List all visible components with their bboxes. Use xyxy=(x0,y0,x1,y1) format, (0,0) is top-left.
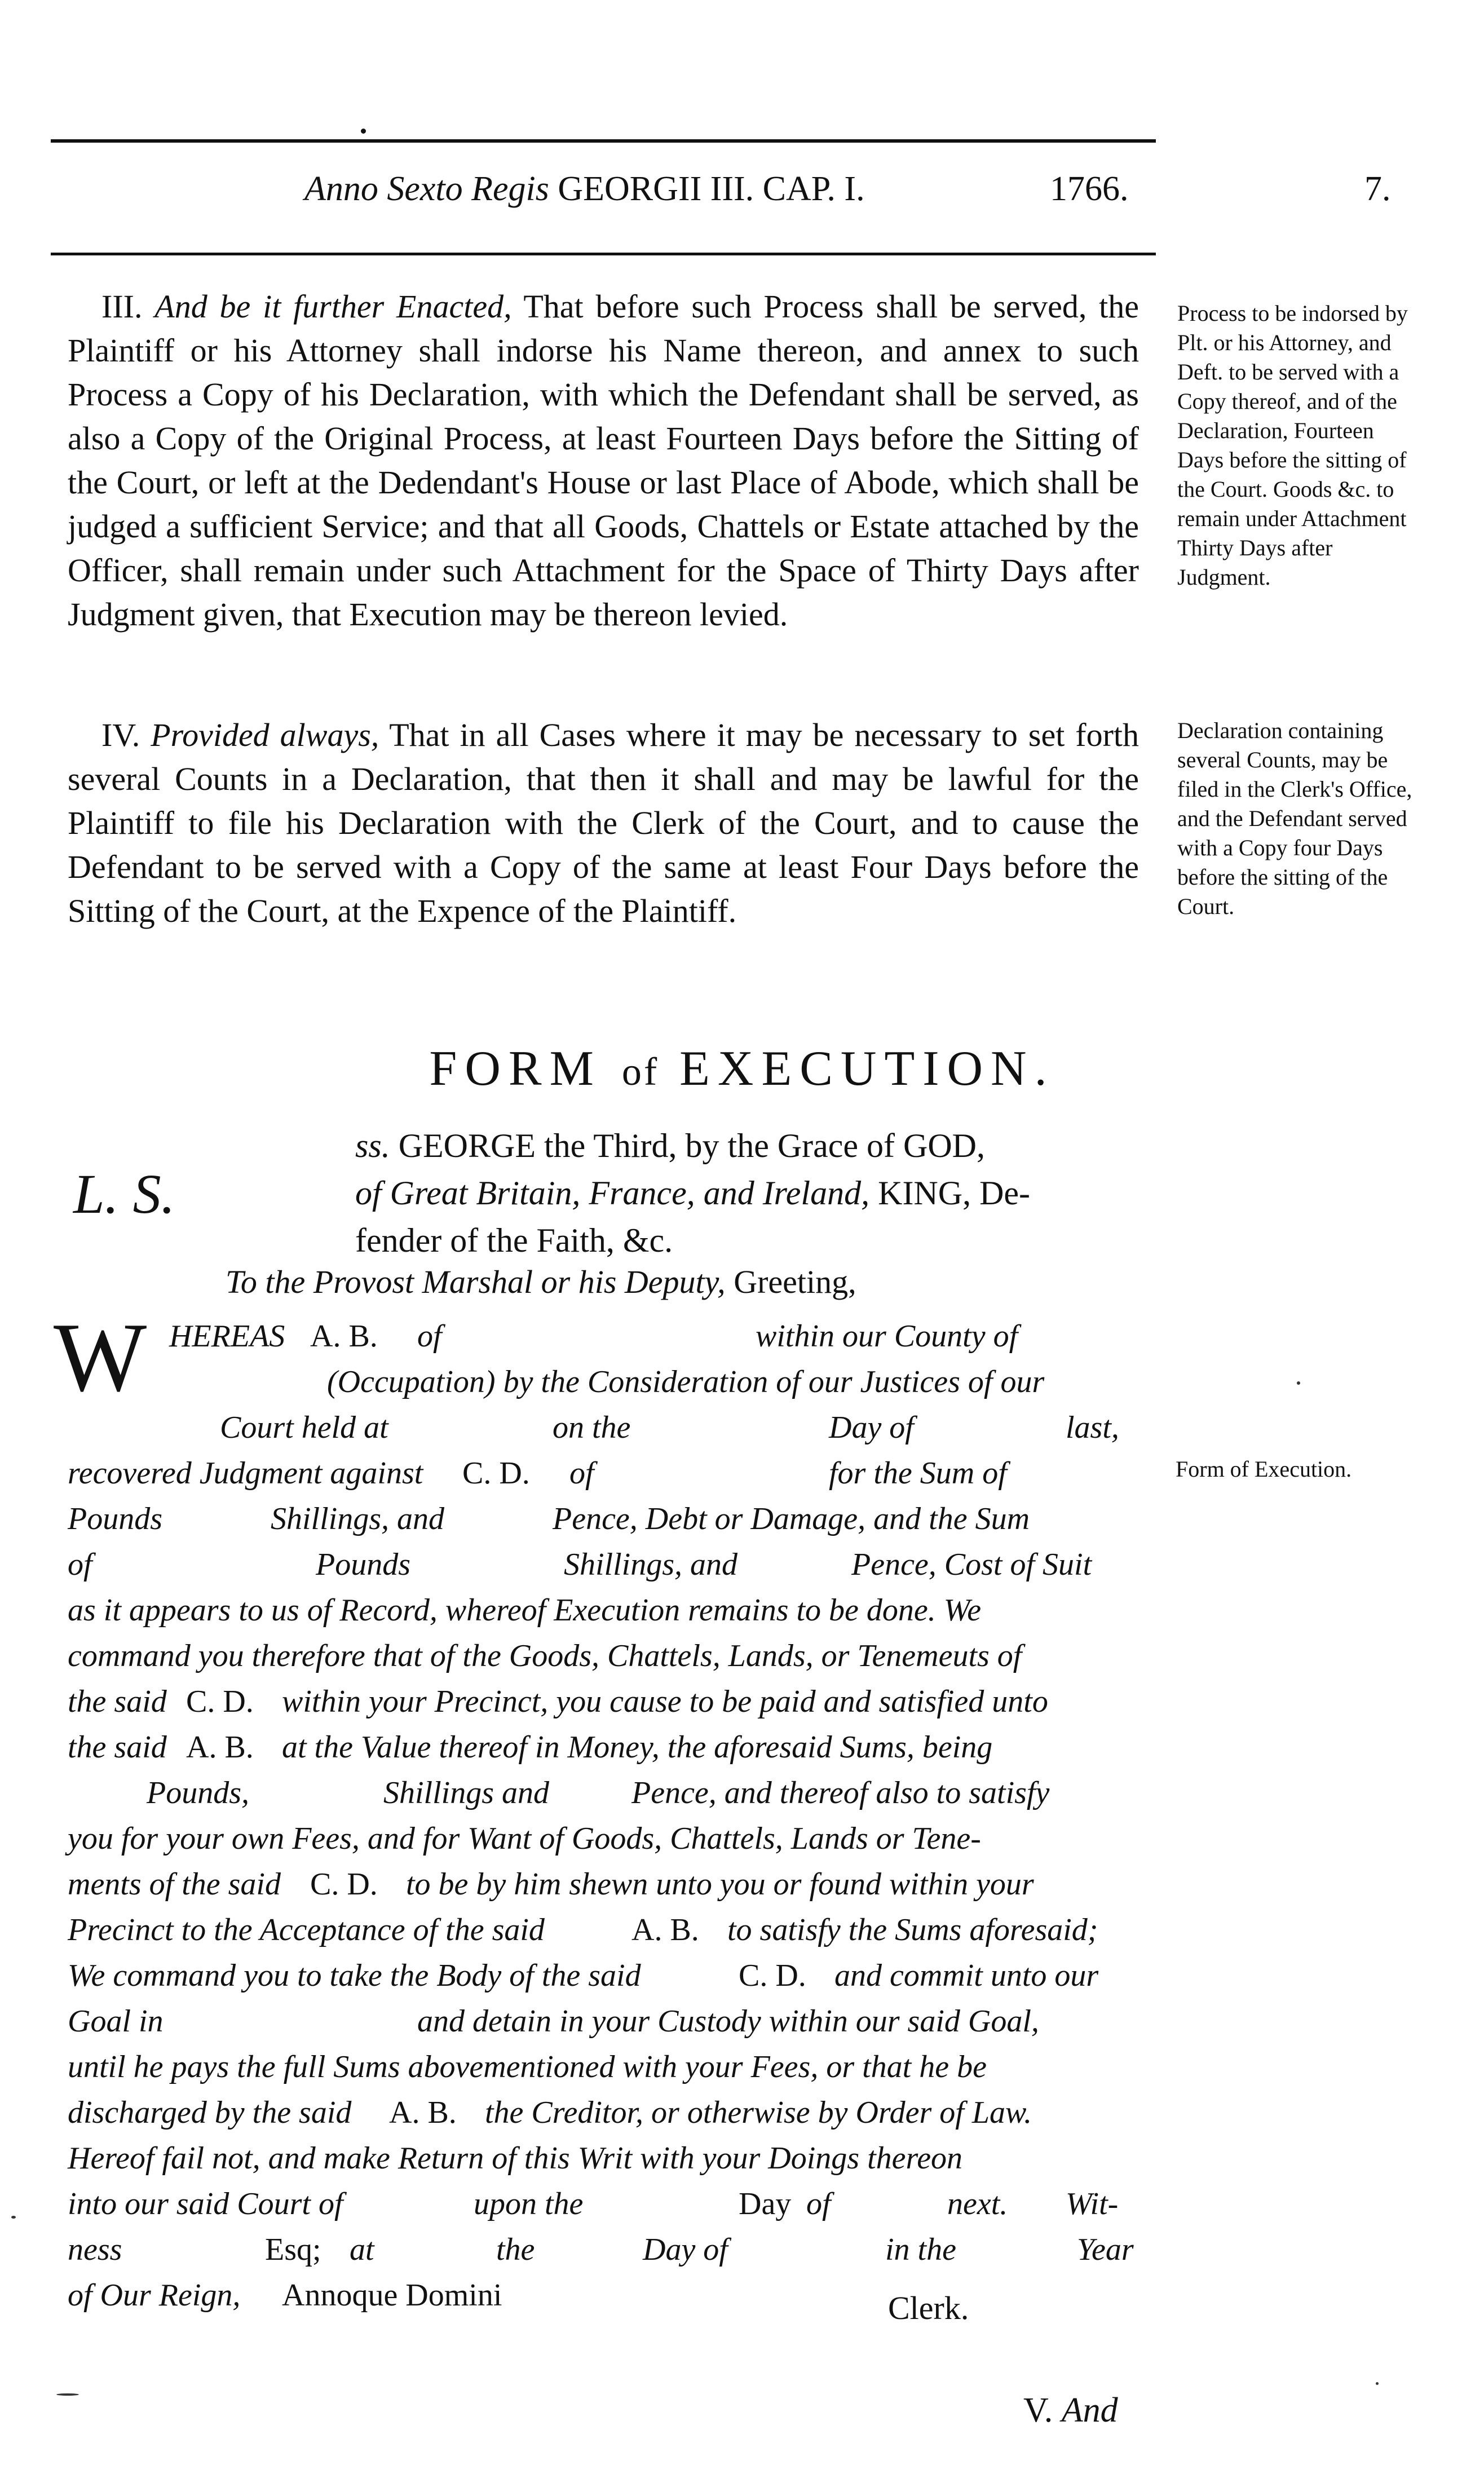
writ-text: A. B. xyxy=(631,1912,699,1947)
writ-line xyxy=(68,1451,1139,1496)
header-rule xyxy=(51,253,1156,255)
writ-line xyxy=(68,1862,1139,1907)
writ-text: at the Value thereof in Money, the aforesaid Sums, being xyxy=(282,1730,993,1765)
section-iii xyxy=(68,285,1139,637)
print-speck xyxy=(11,2216,16,2219)
writ-text: and detain in your Custody within our said Goal, xyxy=(417,2004,1039,2039)
form-heading xyxy=(0,1040,1484,1097)
form-heading-right: EXECUTION. xyxy=(679,1041,1055,1096)
section-iv-text: That in all Cases where it may be necessary to set forth several Counts in a Declaration, that then it shall and may be lawful for the Plaintiff to file his Declaration with the Clerk of the Court, and to cause the Defendant to be served with a Copy of the same at least Four Days before the Sitting of the Court, at the Expence of the Plaintiff. xyxy=(68,717,1140,929)
writ-text: Shillings, and xyxy=(564,1547,738,1582)
writ-line xyxy=(68,1359,1139,1405)
writ-line xyxy=(68,1542,1139,1588)
writ-text: ments of the said xyxy=(68,1867,281,1902)
seal-locus-sigilli: L. S. xyxy=(73,1163,175,1225)
writ-text: Pence, Debt or Damage, and the Sum xyxy=(553,1501,1030,1536)
writ-line xyxy=(68,1633,1139,1679)
writ-text: (Occupation) by the Consideration of our Justices of our xyxy=(327,1364,1045,1399)
writ-text: the Creditor, or otherwise by Order of Law. xyxy=(485,2095,1032,2130)
running-head-cap: CAP. xyxy=(762,170,836,208)
print-speck xyxy=(56,2393,79,2396)
writ-text: recovered Judgment against xyxy=(68,1456,423,1491)
section-iv-paragraph xyxy=(68,713,1139,933)
royal-style-line-2 xyxy=(355,1169,1139,1217)
greeting-word: Greeting, xyxy=(734,1264,856,1300)
writ-line xyxy=(68,2090,1139,2136)
writ-line xyxy=(68,2136,1139,2181)
writ-text: A. B. xyxy=(389,2095,457,2130)
writ-text: Day xyxy=(739,2186,792,2221)
writ-text: on the xyxy=(553,1410,631,1445)
writ-line xyxy=(68,2227,1139,2273)
writ-text: C. D. xyxy=(462,1456,530,1491)
running-header xyxy=(0,169,1484,220)
writ-line xyxy=(68,1679,1139,1725)
writ-text: you for your own Fees, and for Want of Goods, Chattels, Lands or Tene- xyxy=(68,1821,981,1856)
writ-line xyxy=(68,1999,1139,2044)
section-iv-number: IV. xyxy=(101,717,140,753)
writ-text: of xyxy=(806,2186,831,2221)
royal-style-line-3: fender of the Faith, &c. xyxy=(355,1222,673,1259)
writ-text: ness xyxy=(68,2232,122,2267)
writ-line xyxy=(68,1725,1139,1770)
greeting-addressee: To the Provost Marshal or his Deputy, xyxy=(226,1264,726,1300)
writ-text: Day of xyxy=(643,2232,728,2267)
writ-line xyxy=(68,1953,1139,1999)
writ-text: the said xyxy=(68,1730,167,1765)
writ-text: of xyxy=(417,1319,442,1354)
writ-line xyxy=(68,2181,1139,2227)
writ-line xyxy=(68,1405,1139,1451)
royal-style-ss: ss. xyxy=(355,1127,390,1164)
writ-text: and commit unto our xyxy=(834,1958,1099,1993)
writ-text: for the Sum of xyxy=(829,1456,1007,1491)
writ-text: command you therefore that of the Goods, Chattels, Lands, or Tenemeuts of xyxy=(68,1638,1022,1673)
writ-body xyxy=(68,1314,1139,2318)
writ-text: Wit- xyxy=(1066,2186,1119,2221)
writ-text: Shillings, and xyxy=(271,1501,445,1536)
writ-greeting xyxy=(226,1263,1128,1301)
writ-text: We command you to take the Body of the said xyxy=(68,1958,641,1993)
writ-text: Pounds xyxy=(68,1501,162,1536)
running-head-prefix: Anno Sexto Regis xyxy=(304,170,549,208)
writ-text: C. D. xyxy=(310,1867,378,1902)
writ-text: within our County of xyxy=(756,1319,1018,1354)
print-speck xyxy=(1376,2382,1379,2385)
writ-text: Day of xyxy=(829,1410,914,1445)
writ-text: of xyxy=(569,1456,594,1491)
section-iv-lead: Provided always, xyxy=(151,717,379,753)
writ-text: C. D. xyxy=(739,1958,806,1993)
margin-note-iv: Declaration containing several Counts, may be filed in the Clerk's Office, and the Defendant served with a Copy four Days before the sitting of the Court. xyxy=(1177,718,1412,919)
writ-text: Shillings and xyxy=(383,1775,550,1810)
writ-text: Court held at xyxy=(220,1410,388,1445)
writ-text: Hereof fail not, and make Return of this Writ with your Doings thereon xyxy=(68,2141,963,2176)
writ-line xyxy=(68,1588,1139,1633)
royal-style-de: De- xyxy=(979,1174,1031,1212)
writ-text: Pounds, xyxy=(147,1775,249,1810)
writ-line xyxy=(68,1314,1139,1359)
writ-text: in the xyxy=(885,2232,956,2267)
writ-text: the xyxy=(496,2232,535,2267)
running-head xyxy=(304,169,865,209)
writ-text: discharged by the said xyxy=(68,2095,352,2130)
margin-note-iii: Process to be indorsed by Plt. or his Attorney, and Deft. to be served with a Copy thereof, and of the Declaration, Fourteen Days before the sitting of the Court. Goods &c. to remain under Attachment Thirty Days after Judgment. xyxy=(1177,301,1408,590)
writ-text: of xyxy=(68,1547,92,1582)
section-iv xyxy=(68,713,1139,933)
writ-text: upon the xyxy=(474,2186,584,2221)
print-speck xyxy=(1297,1381,1300,1385)
royal-style-name: GEORGE the Third, by the Grace of GOD, xyxy=(398,1127,986,1164)
writ-line xyxy=(68,1816,1139,1862)
writ-text: to be by him shewn unto you or found within your xyxy=(406,1867,1034,1902)
catchword-numeral: V. xyxy=(1023,2391,1053,2429)
margin-note-form: Form of Execution. xyxy=(1176,1456,1352,1482)
section-iii-lead: And be it further Enacted, xyxy=(154,288,512,325)
section-iii-paragraph xyxy=(68,285,1139,637)
writ-line xyxy=(68,1907,1139,1953)
royal-style-line-1 xyxy=(355,1122,1139,1169)
top-rule xyxy=(51,139,1156,143)
writ-text: A. B. xyxy=(310,1319,378,1354)
form-heading-of: of xyxy=(621,1050,660,1094)
clerk-signature: Clerk. xyxy=(888,2290,969,2326)
writ-text: last, xyxy=(1066,1410,1119,1445)
writ-text: Annoque Domini xyxy=(282,2278,502,2313)
writ-text: Pence, Cost of Suit xyxy=(851,1547,1092,1582)
catchword xyxy=(1023,2391,1118,2431)
catchword-word: And xyxy=(1061,2391,1118,2429)
page-number: 7. xyxy=(1364,170,1391,208)
royal-style xyxy=(355,1122,1139,1264)
section-iii-text: That before such Process shall be served, the Plaintiff or his Attorney shall indorse his Name thereon, and annex to such Process a Copy of his Declaration, with which the Defendant shall be served, as also a Copy of the Original Process, at least Fourteen Days before the Sitting of the Court, or left at the Dedendant's House or last Place of Abode, which shall be judged a sufficient Service; and that all Goods, Chattels or Estate attached by the Officer, shall remain under such Attachment for the Space of Thirty Days after Judgment given, that Execution may be thereon levied. xyxy=(68,288,1140,633)
running-head-chapter: I. xyxy=(844,170,865,208)
writ-text: as it appears to us of Record, whereof Execution remains to be done. We xyxy=(68,1593,982,1628)
writ-line xyxy=(68,1496,1139,1542)
writ-text: A. B. xyxy=(186,1730,254,1765)
ornament-dot xyxy=(361,129,366,134)
writ-text: Pounds xyxy=(316,1547,410,1582)
royal-style-places: of Great Britain, France, and Ireland, xyxy=(355,1174,870,1212)
writ-text: Esq; xyxy=(265,2232,321,2267)
form-heading-left: FORM xyxy=(429,1041,602,1096)
running-head-king: GEORGII III. xyxy=(558,170,754,208)
writ-text: into our said Court of xyxy=(68,2186,343,2221)
writ-text: next. xyxy=(947,2186,1008,2221)
drop-cap: W xyxy=(54,1302,147,1412)
writ-text: HEREAS xyxy=(169,1319,285,1354)
writ-text: C. D. xyxy=(186,1684,254,1719)
writ-text: to satisfy the Sums aforesaid; xyxy=(727,1912,1098,1947)
writ-line xyxy=(68,1770,1139,1816)
writ-text: Goal in xyxy=(68,2004,164,2039)
writ-line xyxy=(68,2044,1139,2090)
header-year: 1766. xyxy=(1050,170,1129,208)
writ-text: Precinct to the Acceptance of the said xyxy=(68,1912,545,1947)
writ-text: Pence, and thereof also to satisfy xyxy=(631,1775,1050,1810)
writ-text: within your Precinct, you cause to be paid and satisfied unto xyxy=(282,1684,1048,1719)
writ-text: Year xyxy=(1077,2232,1134,2267)
writ-line xyxy=(68,2273,1139,2318)
writ-text: the said xyxy=(68,1684,167,1719)
writ-text: until he pays the full Sums abovementioned with your Fees, or that he be xyxy=(68,2049,987,2084)
writ-text: at xyxy=(350,2232,374,2267)
royal-style-king: KING, xyxy=(878,1174,971,1212)
section-iii-number: III. xyxy=(101,288,143,325)
writ-text: of Our Reign, xyxy=(68,2278,241,2313)
